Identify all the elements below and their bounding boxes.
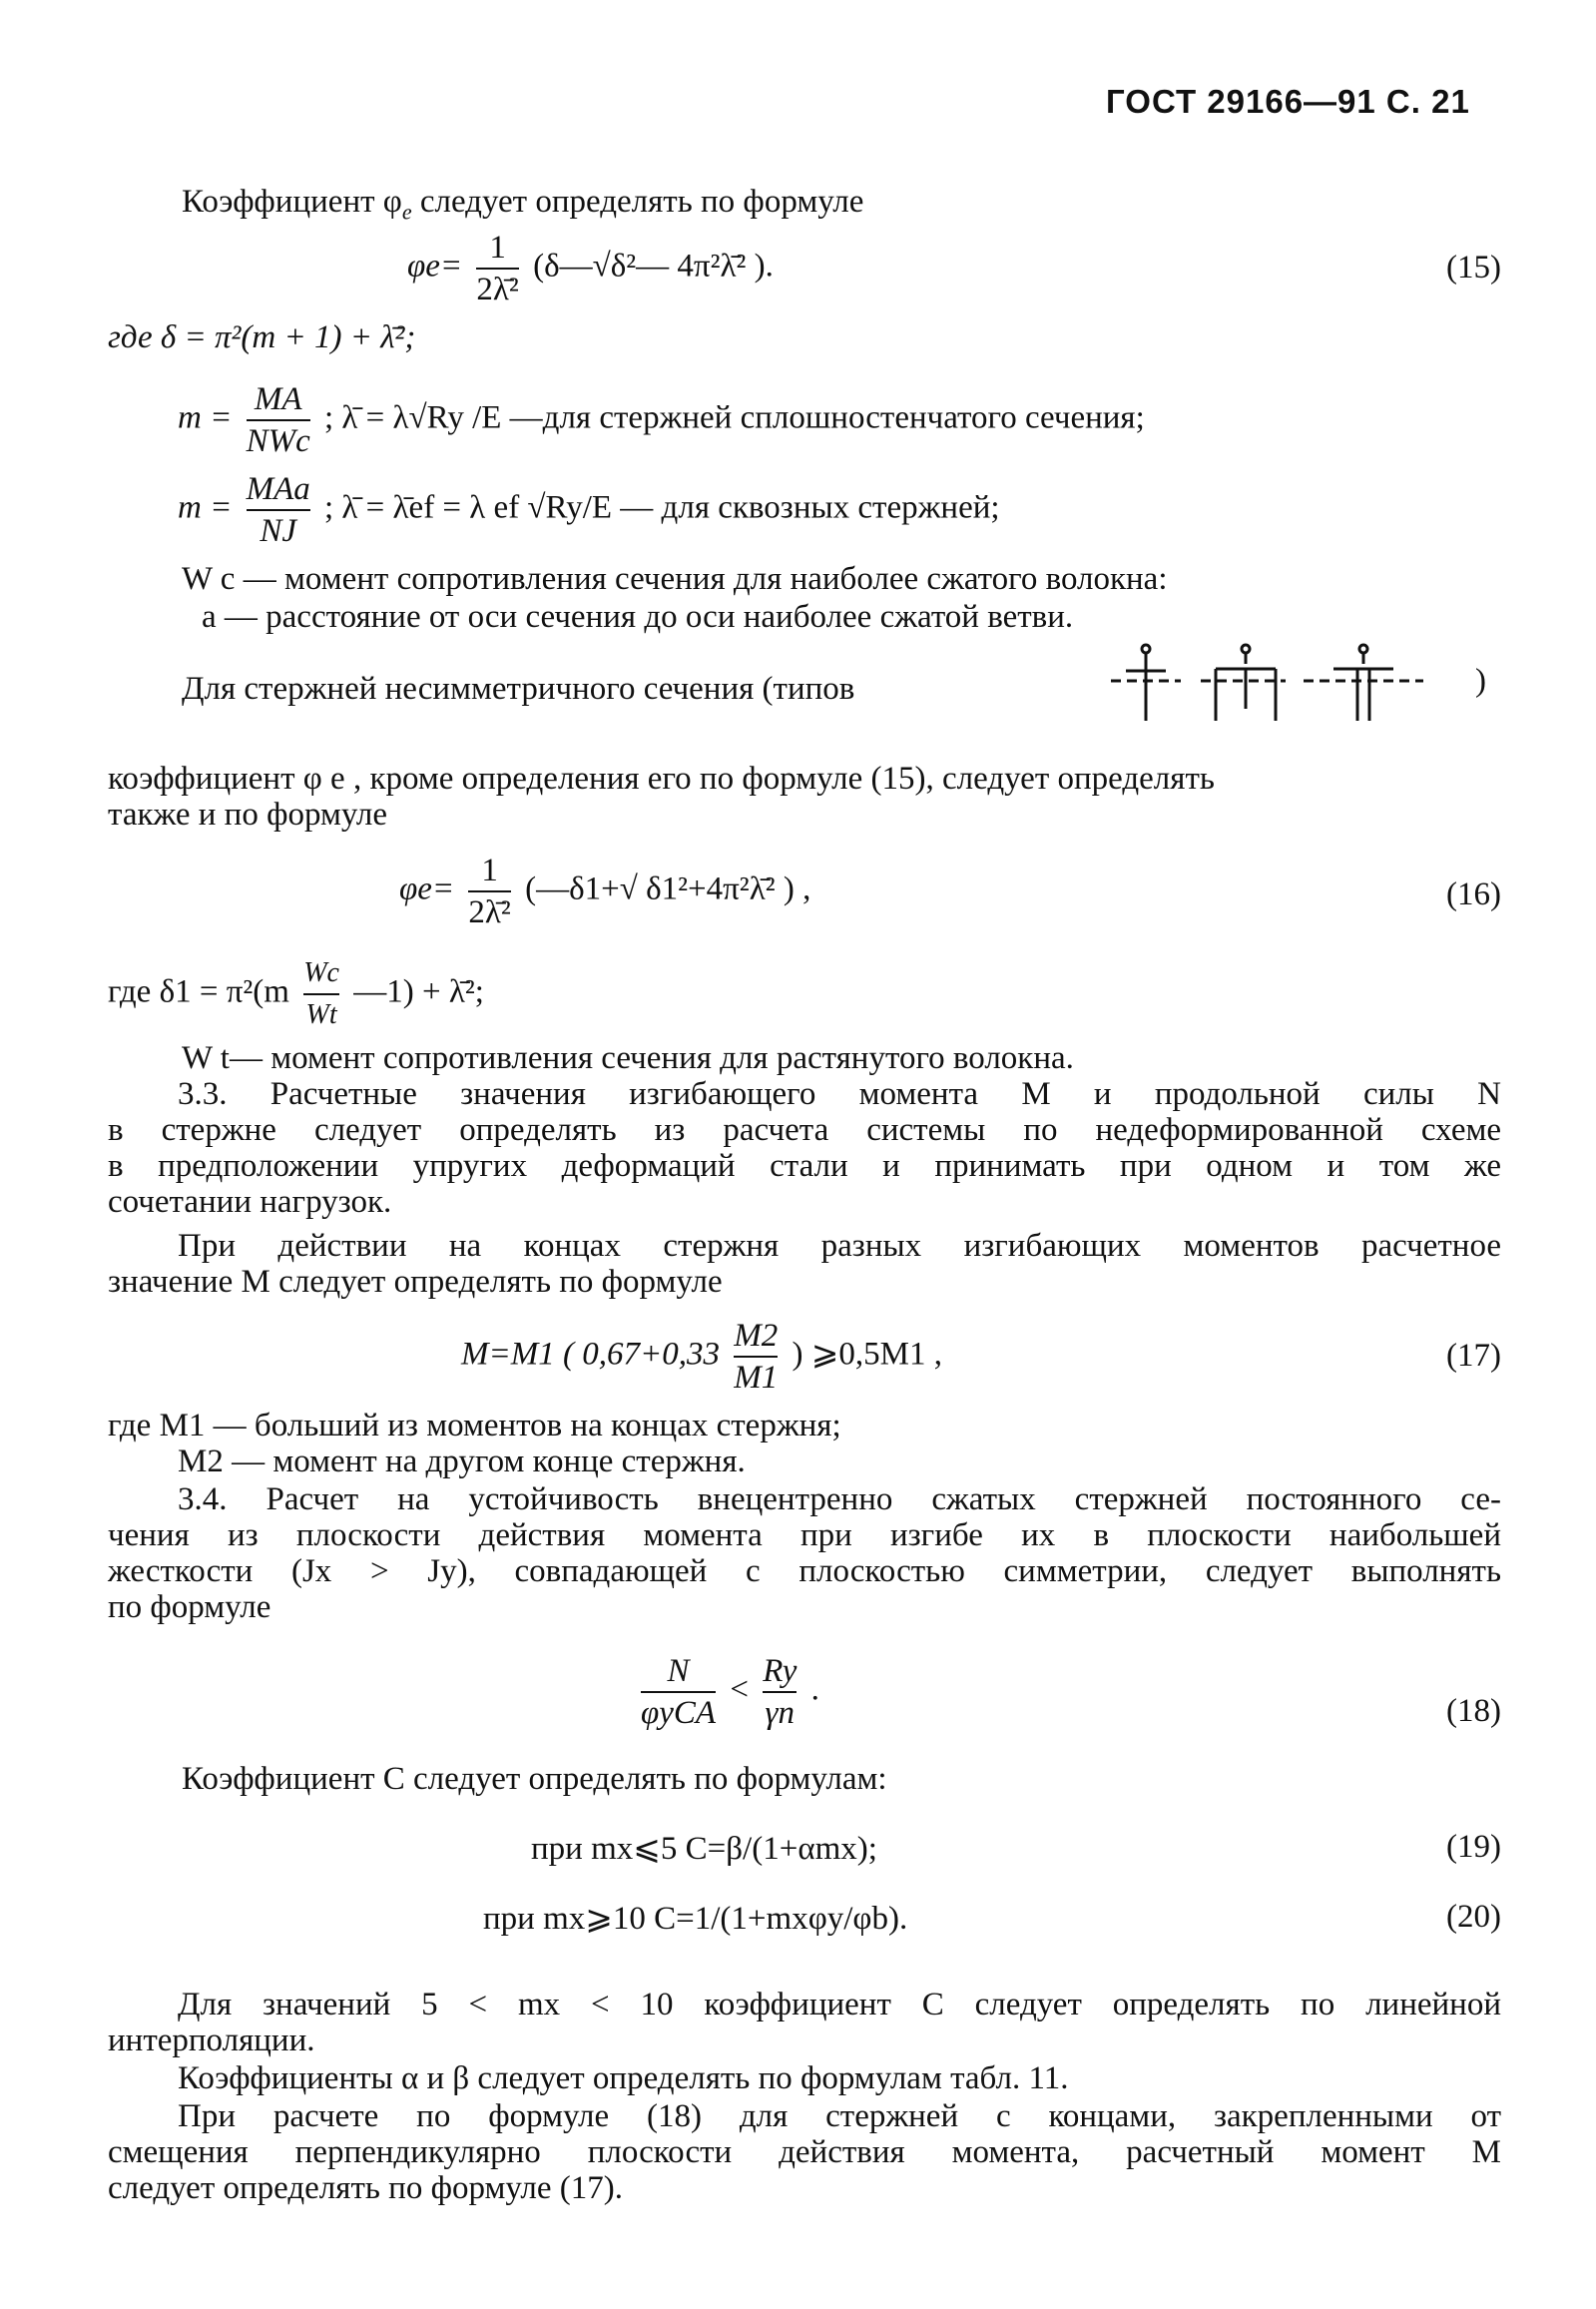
- page-header: ГОСТ 29166—91 С. 21: [1106, 83, 1470, 120]
- m-definition-1: m = $\frac{MA}{\text{NWc}}$ ; λ̄ = λ√Ry /E —для стержней сплошностенчатого сечения;: [178, 381, 1145, 459]
- m1-definition: где M1 — больший из моментов на концах стержня;: [108, 1408, 841, 1443]
- p33-line-1: 3.3. Расчетные значения изгибающего момента M и продольной силы N: [178, 1076, 1501, 1112]
- c-intro: Коэффициент C следует определять по формулам:: [182, 1761, 887, 1797]
- p34-line-2: чения из плоскости действия момента при изгибе их в плоскости наибольшей: [108, 1517, 1501, 1553]
- p-ends-line-1: При действии на концах стержня разных изгибающих моментов расчетное: [178, 1228, 1501, 1264]
- equation-number-15: (15): [1446, 250, 1501, 286]
- p-last-line-2: смещения перпендикулярно плоскости действия момента, расчетный момент M: [108, 2134, 1501, 2170]
- p34-line-1: 3.4. Расчет на устойчивость внецентренно сжатых стержней постоянного се-: [178, 1481, 1501, 1517]
- equation-15: φe= $\frac{1}{\text{2λ̄²}}$ (δ—√δ²— 4π²λ̄² ).: [407, 230, 774, 307]
- equation-20: при mx⩾10 C=1/(1+mxφy/φb).: [483, 1901, 908, 1937]
- p33-line-4: сочетании нагрузок.: [108, 1184, 392, 1220]
- delta1-definition: где δ1 = π²(m $\frac{Wc}{Wt}$ —1) + λ̄²;: [108, 953, 484, 1035]
- p-ends-line-2: значение M следует определять по формуле: [108, 1264, 723, 1300]
- a-definition: a — расстояние от оси сечения до оси наиболее сжатой ветви.: [202, 599, 1074, 635]
- p34-line-3: жесткости (Jx > Jy), совпадающей с плоскостью симметрии, следует выполнять: [108, 1553, 1501, 1589]
- asymmetric-section-text: Для стержней несимметричного сечения (типов: [182, 671, 855, 707]
- equation-number-17: (17): [1446, 1338, 1501, 1374]
- p33-line-3: в предположении упругих деформаций стали и принимать при одном и том же: [108, 1148, 1501, 1184]
- coefficient-line-2: также и по формуле: [108, 797, 388, 833]
- equation-number-19: (19): [1446, 1829, 1501, 1865]
- m-definition-2: m = $\frac{\text{MAa}}{NJ}$ ; λ̄ = λ̄ef = λ ef √Ry/E — для сквозных стержней;: [178, 471, 1000, 549]
- m2-definition: M2 — момент на другом конце стержня.: [178, 1443, 746, 1479]
- wc-definition: W c — момент сопротивления сечения для наиболее сжатого волокна:: [182, 561, 1168, 597]
- coefficient-line-1: коэффициент φ e , кроме определения его по формуле (15), следует определять: [108, 761, 1215, 797]
- where-delta: где δ = π²(m + 1) + λ̄²;: [108, 319, 416, 355]
- interp-line-2: интерполяции.: [108, 2022, 315, 2058]
- equation-16: φe= $\frac{1}{\text{2λ̄²}}$ (—δ1+√ δ1²+4π²λ̄² ) ,: [399, 853, 811, 930]
- section-types-icon: [1106, 639, 1445, 729]
- wt-definition: W t— момент сопротивления сечения для растянутого волокна.: [182, 1040, 1074, 1076]
- equation-18: $\frac{N}{\text{φyCA}}$ < $\frac{Ry}{\gamma n}$ .: [641, 1653, 819, 1731]
- equation-number-18: (18): [1446, 1693, 1501, 1729]
- p-last-line-1: При расчете по формуле (18) для стержней с концами, закрепленными от: [178, 2098, 1501, 2134]
- asymmetric-close-paren: ): [1475, 663, 1486, 699]
- equation-19: при mx⩽5 C=β/(1+αmx);: [531, 1831, 877, 1867]
- p34-line-4: по формуле: [108, 1589, 271, 1625]
- p-last-line-3: следует определять по формуле (17).: [108, 2170, 623, 2206]
- p33-line-2: в стержне следует определять из расчета системы по недеформированной схеме: [108, 1112, 1501, 1148]
- alpha-beta-line: Коэффициенты α и β следует определять по формулам табл. 11.: [178, 2060, 1069, 2096]
- equation-number-16: (16): [1446, 876, 1501, 912]
- intro-15: Коэффициент $\varphi_e$ следует определять по формуле: [182, 184, 864, 225]
- equation-17: M=M1 ( 0,67+0,33 $\frac{M2}{M1}$ ) ⩾0,5M1 ,: [461, 1318, 942, 1396]
- interp-line-1: Для значений 5 < mx < 10 коэффициент C следует определять по линейной: [178, 1987, 1501, 2022]
- equation-number-20: (20): [1446, 1899, 1501, 1935]
